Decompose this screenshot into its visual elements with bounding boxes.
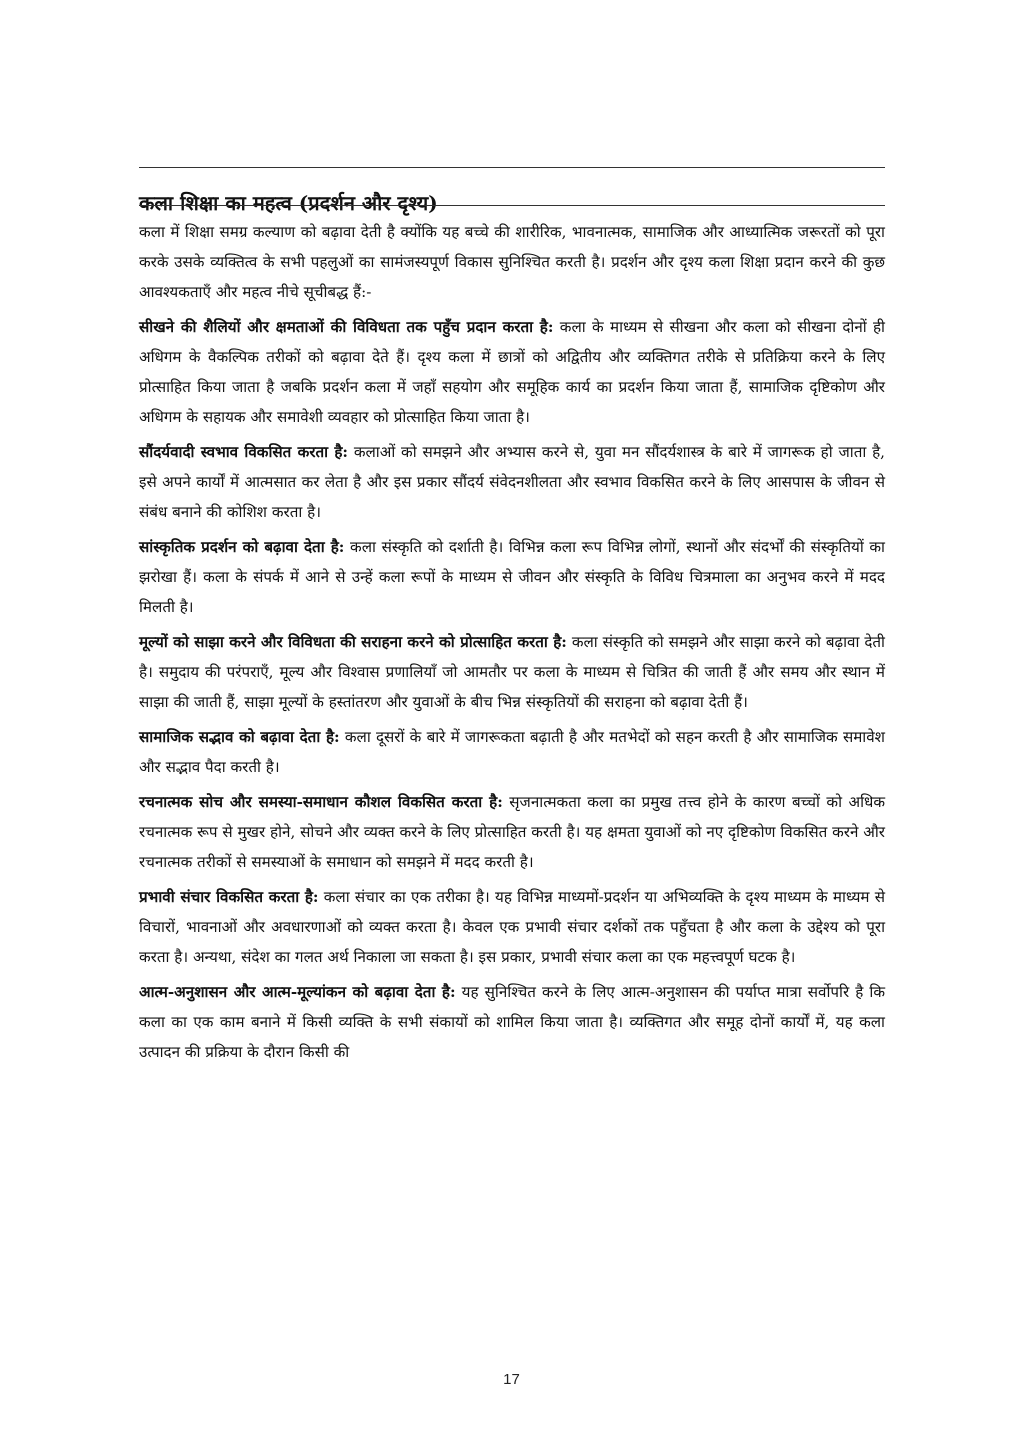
paragraph-body: कला संस्कृति को दर्शाती है। विभिन्न कला रूप विभिन्न लोगों, स्थानों और संदर्भों की संस्कृतियों का झरोखा हैं। कला के संपर्क में आने से उन्हें कला रूपों के माध्यम से जीवन और संस्कृति के विविध चित्रमाला का अनुभव करने में मदद मिलती है। <box>139 538 885 616</box>
heading-bottom-rule <box>139 205 885 206</box>
paragraph-learning-styles <box>139 312 885 432</box>
paragraph-body: कला के माध्यम से सीखना और कला को सीखना दोनों ही अधिगम के वैकल्पिक तरीकों को बढ़ावा देते हैं। दृश्य कला में छात्रों को अद्वितीय और व्यक्तिगत तरीके से प्रतिक्रिया करने के लिए प्रोत्साहित किया जाता है जबकि प्रदर्शन कला में जहाँ सहयोग और समूहिक कार्य का प्रदर्शन किया जाता हैं, सामाजिक दृष्टिकोण और अधिगम के सहायक और समावेशी व्यवहार को प्रोत्साहित किया जाता है। <box>139 318 885 426</box>
paragraph-cultural <box>139 532 885 622</box>
page-number: 17 <box>503 1371 520 1388</box>
body-text <box>139 217 885 1072</box>
heading-top-rule <box>139 167 885 168</box>
paragraph-creative-thinking <box>139 787 885 877</box>
paragraph-aesthetic <box>139 437 885 527</box>
paragraph-communication <box>139 882 885 972</box>
intro-paragraph: कला में शिक्षा समग्र कल्याण को बढ़ावा देती है क्योंकि यह बच्चे की शारीरिक, भावनात्मक, सामाजिक और आध्यात्मिक जरूरतों को पूरा करके उसके व्यक्तित्व के सभी पहलुओं का सामंजस्यपूर्ण विकास सुनिश्चित करती है। प्रदर्शन और दृश्य कला शिक्षा प्रदान करने की कुछ आवश्यकताएँ और महत्व नीचे सूचीबद्ध हैं:- <box>139 223 885 301</box>
paragraph-values <box>139 627 885 717</box>
paragraph-body: कला संचार का एक तरीका है। यह विभिन्न माध्यमों-प्रदर्शन या अभिव्यक्ति के दृश्य माध्यम के माध्यम से विचारों, भावनाओं और अवधारणाओं को व्यक्त करता है। केवल एक प्रभावी संचार दर्शकों तक पहुँचता है और कला के उद्देश्य को पूरा करता है। अन्यथा, संदेश का गलत अर्थ निकाला जा सकता है। इस प्रकार, प्रभावी संचार कला का एक महत्त्वपूर्ण घटक है। <box>139 888 885 966</box>
paragraph-lead: सांस्कृतिक प्रदर्शन को बढ़ावा देता है: <box>139 538 345 556</box>
paragraph-lead: सीखने की शैलियों और क्षमताओं की विविधता तक पहुँच प्रदान करता है: <box>139 318 554 336</box>
paragraph-body: कलाओं को समझने और अभ्यास करने से, युवा मन सौंदर्यशास्त्र के बारे में जागरूक हो जाता है, इसे अपने कार्यों में आत्मसात कर लेता है और इस प्रकार सौंदर्य संवेदनशीलता और स्वभाव विकसित करने के लिए आसपास के जीवन से संबंध बनाने की कोशिश करता है। <box>139 443 885 521</box>
paragraph-body: यह सुनिश्चित करने के लिए आत्म-अनुशासन की पर्याप्त मात्रा सर्वोपरि है कि कला का एक काम बनाने में किसी व्यक्ति के सभी संकायों को शामिल किया जाता है। व्यक्तिगत और समूह दोनों कार्यों में, यह कला उत्पादन की प्रक्रिया के दौरान किसी की <box>139 983 885 1061</box>
paragraph-lead: रचनात्मक सोच और समस्या-समाधान कौशल विकसित करता है: <box>139 793 503 811</box>
section-heading: कला शिक्षा का महत्व (प्रदर्शन और दृश्य) <box>139 190 438 215</box>
paragraph-body: सृजनात्मकता कला का प्रमुख तत्त्व होने के कारण बच्चों को अधिक रचनात्मक रूप से मुखर होने, सोचने और व्यक्त करने के लिए प्रोत्साहित करती है। यह क्षमता युवाओं को नए दृष्टिकोण विकसित करने और रचनात्मक तरीकों से समस्याओं के समाधान को समझने में मदद करती है। <box>139 793 886 871</box>
paragraph-lead: प्रभावी संचार विकसित करता है: <box>139 888 319 906</box>
paragraph-lead: सौंदर्यवादी स्वभाव विकसित करता है: <box>139 443 348 461</box>
paragraph-body: कला संस्कृति को समझने और साझा करने को बढ़ावा देती है। समुदाय की परंपराएँ, मूल्य और विश्वास प्रणालियाँ जो आमतौर पर कला के माध्यम से चित्रित की जाती हैं और समय और स्थान में साझा की जाती हैं, साझा मूल्यों के हस्तांतरण और युवाओं के बीच भिन्न संस्कृतियों की सराहना को बढ़ावा देती हैं। <box>139 633 885 711</box>
paragraph-lead: मूल्यों को साझा करने और विविधता की सराहना करने को प्रोत्साहित करता है: <box>139 633 567 651</box>
paragraph-social-harmony <box>139 722 885 782</box>
paragraph-body: कला दूसरों के बारे में जागरूकता बढ़ाती है और मतभेदों को सहन करती है और सामाजिक समावेश और सद्भाव पैदा करती है। <box>139 728 886 776</box>
paragraph-lead: आत्म-अनुशासन और आत्म-मूल्यांकन को बढ़ावा देता है: <box>139 983 456 1001</box>
paragraph-self-discipline <box>139 977 885 1067</box>
paragraph-lead: सामाजिक सद्भाव को बढ़ावा देता है: <box>139 728 340 746</box>
